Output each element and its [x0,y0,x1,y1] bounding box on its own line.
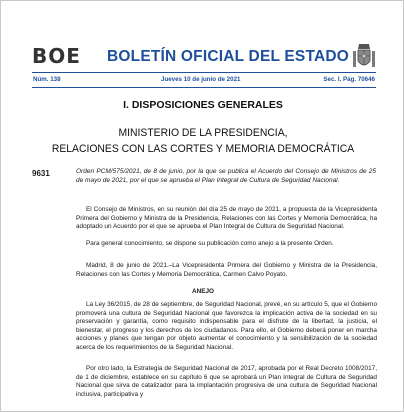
gazette-title: BOLETÍN OFICIAL DEL ESTADO [107,48,350,65]
paragraph-4: La Ley 36/2015, de 28 de septiembre, de Seguridad Nacional, prevé, en su artículo 5, que el Gobierno promoverá una cultura de Seguridad Nacional que favorezca la implicación activa de la sociedad en su preservación y garantía, como requisito indispensable para el disfrute de la libertad, la justicia, el bienestar, el progreso y los derechos de los ciudadanos. Para ello, el Gobierno deberá poner en marcha acciones y planes que tengan por objeto aumentar el conocimiento y la sensibilización de la sociedad acerca de los requerimientos de la Seguridad Nacional. [76,301,377,351]
paragraph-3: Madrid, 8 de junio de 2021.–La Vicepresidenta Primera del Gobierno y Ministra de la Presidencia, Relaciones con las Cortes y Memoria Democrática, Carmen Calvo Poyato. [76,262,377,278]
section-page: Sec. I. Pág. 70646 [323,76,375,83]
paragraph-2: Para general conocimiento, se dispone su publicación como anejo a la presente Orden. [86,240,334,247]
paragraph-5: Por otro lado, la Estrategia de Seguridad Nacional de 2017, aprobada por el Real Decreto 1008/2017, de 1 de diciembre, establece en su capítulo 6 que se aprobará un Plan Integral de Cultura de Seguridad Nacional que sirva de catalizador para la implantación progresiva de una cultura de Seguridad Nacional inclusiva, participativa y [76,365,377,398]
issue-date: Jueves 10 de junio de 2021 [161,76,241,83]
anejo-heading: ANEJO [191,288,215,295]
ministry-heading [5,125,401,157]
spanish-coat-of-arms-icon [352,42,376,72]
document-number: 9631 [32,169,50,178]
document-summary: Orden PCM/575/2021, de 8 de junio, por la que se publica el Acuerdo del Consejo de Ministros de 25 de mayo de 2021, por el que se aprueba el Plan Integral de Cultura de Seguridad Nacional. [76,168,376,184]
ministry-line-2: RELACIONES CON LAS CORTES Y MEMORIA DEMOCRÁTICA [51,143,355,155]
section-title: I. DISPOSICIONES GENERALES [123,99,283,111]
paragraph-1: El Consejo de Ministros, en su reunión del día 25 de mayo de 2021, a propuesta de la Vicepresidenta Primera del Gobierno y Ministra de la Presidencia, Relaciones con las Cortes y Memoria Democrática, ha adoptado un Acuerdo por el que se aprueba el Plan Integral de Cultura de Seguridad Nacional. [76,206,377,231]
boe-header [32,45,376,73]
boe-logo: BOE [32,44,81,68]
issue-number: Núm. 138 [33,76,61,83]
issue-metadata-bar [32,72,376,88]
ministry-line-1: MINISTERIO DE LA PRESIDENCIA, [118,127,288,139]
